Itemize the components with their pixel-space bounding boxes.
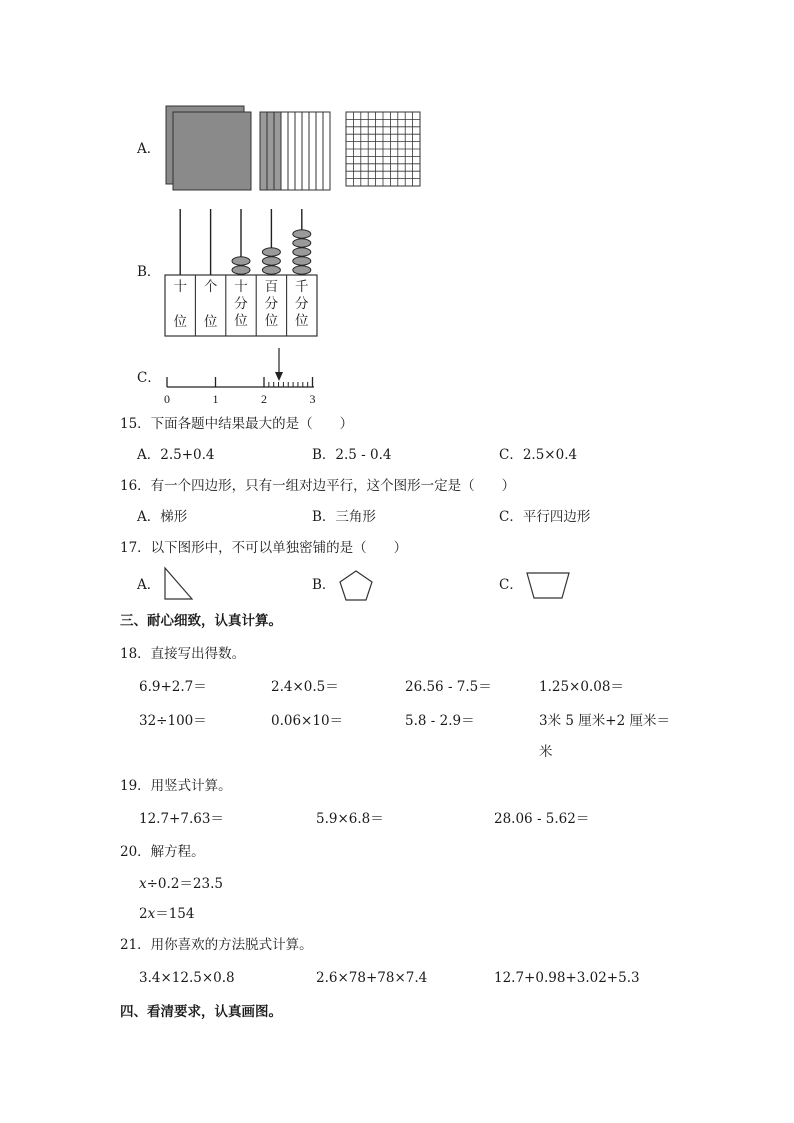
q16-stem: 16．有一个四边形，只有一组对边平行，这个图形一定是（ ） xyxy=(120,478,516,494)
q16-option-c[interactable]: C．平行四边形 xyxy=(499,509,591,525)
ten-rods xyxy=(260,112,330,190)
q19-item: 5.9×6.8＝ xyxy=(316,811,384,827)
abacus-place-label: 位 xyxy=(295,313,309,329)
q21-item: 12.7+0.98+3.02+5.3 xyxy=(494,970,640,986)
abacus-bead xyxy=(262,266,280,274)
q18-item: 1.25×0.08＝ xyxy=(539,679,624,695)
hundred-flat-stack xyxy=(166,106,251,190)
q19-stem: 19．用竖式计算。 xyxy=(120,778,232,794)
abacus-place-label: 个 xyxy=(203,279,218,295)
q17-option-b[interactable]: B． xyxy=(312,577,336,593)
q18-item: 3米 5 厘米+2 厘米＝ xyxy=(539,713,670,729)
abacus-bead xyxy=(262,257,280,265)
q19-item: 28.06 - 5.62＝ xyxy=(494,811,590,827)
base-ten-blocks-figure xyxy=(164,104,424,194)
abacus-bead xyxy=(262,248,280,256)
abacus-bead xyxy=(232,257,250,265)
number-line-tick-label: 1 xyxy=(212,392,219,406)
abacus-place-label: 十 xyxy=(234,279,248,295)
q18-item-unit: 米 xyxy=(539,744,553,760)
abacus-place-label: 千 xyxy=(295,279,309,295)
q16-option-b[interactable]: B．三角形 xyxy=(312,509,376,525)
q20-equation-2: 2x＝154 xyxy=(139,906,195,922)
q15-option-c[interactable]: C．2.5×0.4 xyxy=(499,447,578,463)
q17-option-c[interactable]: C． xyxy=(499,577,523,593)
q18-item: 0.06×10＝ xyxy=(271,713,344,729)
number-line-tick-label: 0 xyxy=(164,392,170,406)
q14-option-b-label[interactable]: B． xyxy=(137,264,161,280)
q14-option-a-label[interactable]: A． xyxy=(137,141,161,157)
q15-option-a[interactable]: A．2.5+0.4 xyxy=(137,447,215,463)
abacus-bead xyxy=(293,230,311,238)
abacus-bead xyxy=(293,257,311,265)
number-line-tick-label: 2 xyxy=(261,392,267,406)
abacus-place-label: 十 xyxy=(173,279,187,295)
q19-item: 12.7+7.63＝ xyxy=(139,811,224,827)
abacus-place-label: 位 xyxy=(264,313,279,329)
q21-item: 2.6×78+78×7.4 xyxy=(316,970,428,986)
q18-item: 32÷100＝ xyxy=(139,713,207,729)
abacus-bead xyxy=(293,266,311,274)
abacus-place-label: 分 xyxy=(234,296,248,312)
abacus-place-label: 分 xyxy=(264,296,279,312)
abacus-figure xyxy=(164,205,319,337)
pentagon-shape xyxy=(337,569,375,603)
section-4-heading: 四、看清要求，认真画图。 xyxy=(120,1004,282,1020)
q20-stem: 20．解方程。 xyxy=(120,844,205,860)
abacus-bead xyxy=(293,239,311,247)
section-3-heading: 三、耐心细致，认真计算。 xyxy=(120,613,282,629)
q18-item: 2.4×0.5＝ xyxy=(271,679,339,695)
abacus-bead xyxy=(293,248,311,256)
q17-stem: 17．以下图形中，不可以单独密铺的是（ ） xyxy=(120,540,408,556)
trapezoid-shape xyxy=(525,571,571,601)
right-triangle-shape xyxy=(163,566,195,602)
q18-item: 26.56 - 7.5＝ xyxy=(405,679,492,695)
abacus-bead xyxy=(232,266,250,274)
abacus-place-label: 位 xyxy=(173,314,187,330)
q16-option-a[interactable]: A．梯形 xyxy=(137,509,188,525)
abacus-place-label: 分 xyxy=(295,296,309,312)
abacus-place-label: 百 xyxy=(264,279,279,295)
q21-item: 3.4×12.5×0.8 xyxy=(139,970,235,986)
q18-item: 5.8 - 2.9＝ xyxy=(405,713,475,729)
q18-item: 6.9+2.7＝ xyxy=(139,679,207,695)
q18-stem: 18．直接写出得数。 xyxy=(120,646,246,662)
abacus-place-label: 位 xyxy=(203,314,218,330)
q17-option-a[interactable]: A． xyxy=(137,577,161,593)
abacus-place-label: 位 xyxy=(234,313,248,329)
pointer-arrow-head xyxy=(275,372,283,381)
number-line-figure xyxy=(160,344,330,406)
number-line-tick-label: 3 xyxy=(309,392,316,406)
q14-option-c-label[interactable]: C． xyxy=(137,370,161,386)
hundredths-grid xyxy=(346,112,420,186)
q15-option-b[interactable]: B．2.5 - 0.4 xyxy=(312,447,392,463)
q15-stem: 15．下面各题中结果最大的是（ ） xyxy=(120,416,354,432)
q21-stem: 21．用你喜欢的方法脱式计算。 xyxy=(120,937,313,953)
q20-equation-1: x÷0.2＝23.5 xyxy=(139,876,223,892)
